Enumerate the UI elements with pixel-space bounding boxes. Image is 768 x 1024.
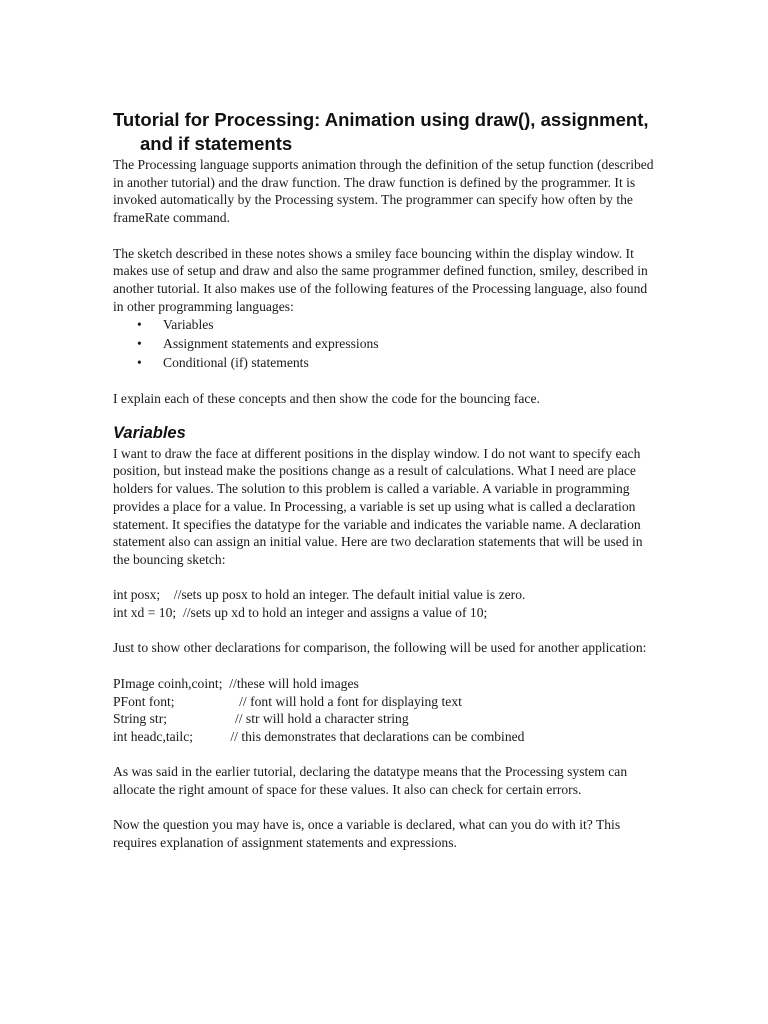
- code-line: String str; // str will hold a character string: [113, 711, 409, 727]
- code-line: int posx; //sets up posx to hold an integer. The default initial value is zero.: [113, 587, 526, 603]
- list-item: [113, 315, 658, 334]
- question-paragraph: Now the question you may have is, once a variable is declared, what can you do with it? This requires explanation of assignment statements and expressions.: [113, 817, 621, 851]
- code-block-declarations: [113, 586, 658, 621]
- spacer: [113, 799, 658, 817]
- spacer: [113, 657, 658, 675]
- list-item: [113, 353, 658, 372]
- list-item-label: Variables: [163, 317, 214, 333]
- code-line: int xd = 10; //sets up xd to hold an integer and assigns a value of 10;: [113, 605, 488, 621]
- document-page: [113, 108, 658, 852]
- spacer: [113, 227, 658, 245]
- feature-list: [113, 315, 658, 372]
- code-block-other-declarations: [113, 675, 658, 746]
- list-item: [113, 334, 658, 353]
- code-line: PImage coinh,coint; //these will hold images: [113, 675, 359, 691]
- datatype-paragraph: As was said in the earlier tutorial, declaring the datatype means that the Processing system can allocate the right amount of space for these values. It also can check for certain errors.: [113, 764, 628, 797]
- list-item-label: Conditional (if) statements: [163, 355, 309, 371]
- sketch-paragraph: The sketch described in these notes shows a smiley face bouncing within the display window. It makes use of setup and draw and also the same programmer defined function, smiley, described in another tutorial. It also makes use of the following features of the Processing language, also found in other programming languages:: [113, 245, 648, 314]
- intro-paragraph: The Processing language supports animation through the definition of the setup function (described in another tutorial) and the draw function. The draw function is defined by the programmer. It is invoked automatically by the Processing system. The programmer can specify how often by the frameRate command.: [113, 157, 654, 226]
- comparison-paragraph: Just to show other declarations for comparison, the following will be used for another application:: [113, 640, 647, 656]
- page-title: Tutorial for Processing: Animation using draw(), assignment, and if statements: [113, 109, 649, 154]
- list-item-label: Assignment statements and expressions: [163, 336, 379, 352]
- code-line: PFont font; // font will hold a font for displaying text: [113, 693, 462, 709]
- code-line: int headc,tailc; // this demonstrates that declarations can be combined: [113, 728, 525, 744]
- explain-line: I explain each of these concepts and then show the code for the bouncing face.: [113, 391, 540, 406]
- variables-paragraph: I want to draw the face at different positions in the display window. I do not want to specify each position, but instead make the positions change as a result of calculations. What I need are place holders for values. The solution to this problem is called a variable. A variable in programming provides a place for a value. In Processing, a variable is set up using what is called a declaration statement. It specifies the datatype for the variable and indicates the variable name. A declaration statement also can assign an initial value. Here are two declaration statements that will be used in the bouncing sketch:: [113, 445, 643, 567]
- spacer: [113, 569, 658, 587]
- spacer: [113, 746, 658, 764]
- bullet-icon: •: [137, 336, 142, 352]
- spacer: [113, 622, 658, 640]
- spacer: [113, 372, 658, 390]
- section-heading-variables: Variables: [113, 423, 186, 442]
- bullet-icon: •: [137, 317, 142, 333]
- bullet-icon: •: [137, 355, 142, 371]
